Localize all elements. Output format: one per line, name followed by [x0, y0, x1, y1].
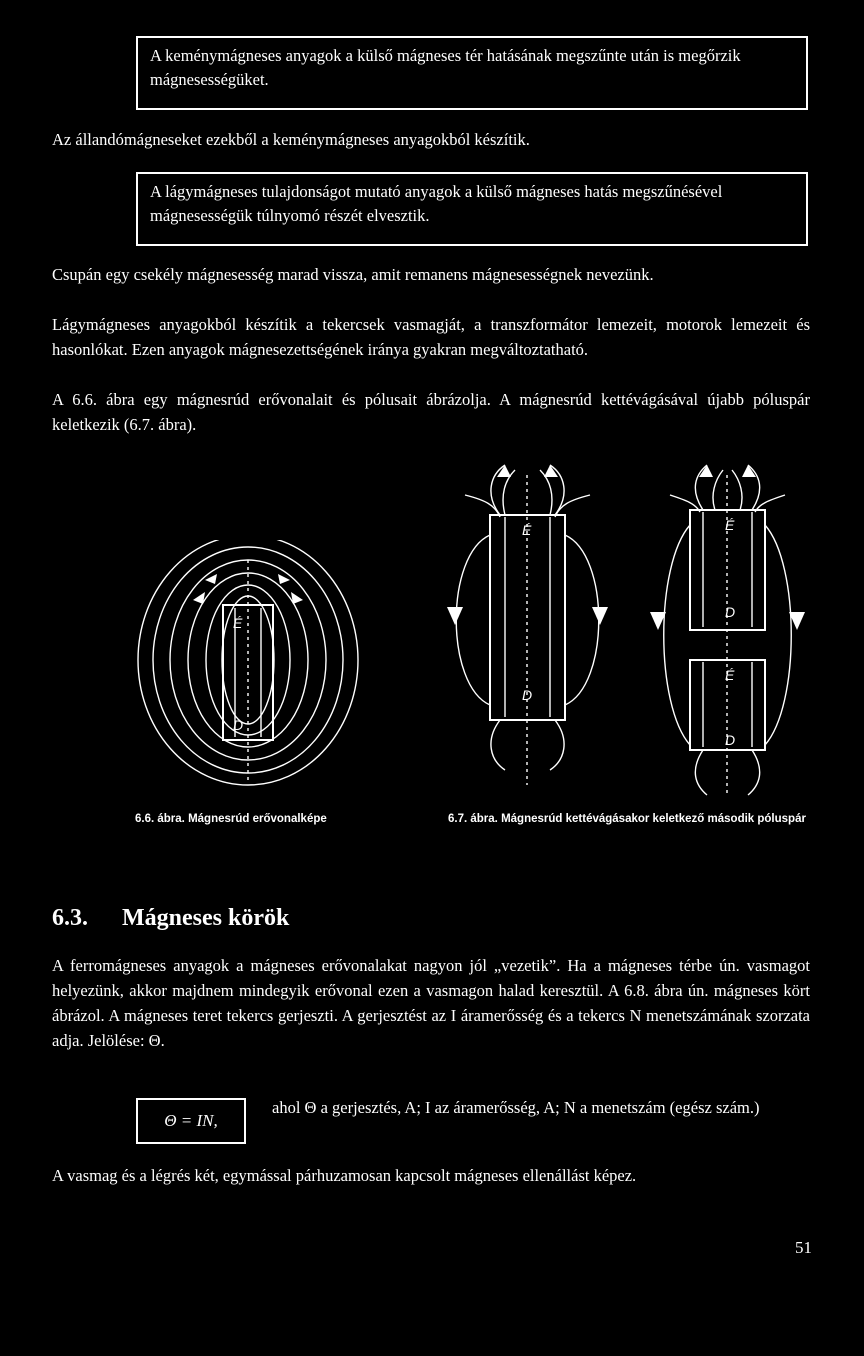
formula-box: Θ = IN,	[136, 1098, 246, 1144]
definition-box-hard-magnetic	[136, 36, 808, 110]
definition-text-soft-magnetic: A lágymágneses tulajdonságot mutató anyagok a külső mágneses hatás megszűnésével mágnesességük túlnyomó részét elvesztik.	[150, 182, 723, 225]
fig67-pole-north-right-top: É	[725, 517, 735, 533]
fig67-pole-north-left: É	[522, 522, 532, 538]
fig66-pole-north: É	[233, 615, 243, 631]
figure-6-7-cut-magnet	[445, 455, 815, 800]
fig66-caption-text: Mágnesrúd erővonalképe	[188, 813, 327, 825]
fig67-pole-south-left: D	[522, 687, 533, 703]
section-heading	[52, 905, 289, 932]
paragraph-soft-magnetic-uses: Lágymágneses anyagokból készítik a tekercsek vasmagját, a transzformátor lemezeit, motorok lemezeit és hasonlókat. Ezen anyagok mágnesezettségének iránya gyakran megváltoztatható.	[52, 315, 810, 359]
paragraph-remanence: Csupán egy csekély mágnesesség marad vissza, amit remanens mágnesességnek nevezünk.	[52, 265, 654, 284]
paragraph-figure-reference: A 6.6. ábra egy mágnesrúd erővonalait és pólusait ábrázolja. A mágnesrúd kettévágásával újabb póluspár keletkezik (6.7. ábra).	[52, 390, 810, 434]
fig67-pole-south-right-bottom: D	[725, 732, 736, 748]
figure-6-6-caption	[135, 810, 395, 828]
fig66-caption-number: 6.6. ábra.	[135, 813, 185, 825]
definition-text-hard-magnetic: A keménymágneses anyagok a külső mágneses tér hatásának megszűnte után is megőrzik mágnesességüket.	[150, 46, 741, 89]
page-number: 51	[795, 1238, 812, 1257]
fig66-pole-south: D	[233, 717, 244, 733]
fig67-pole-south-right-top: D	[725, 604, 736, 620]
paragraph-air-gap: A vasmag és a légrés két, egymással párhuzamosan kapcsolt mágneses ellenállást képez.	[52, 1166, 637, 1185]
section-title: Mágneses körök	[122, 905, 290, 931]
section-number: 6.3.	[52, 905, 88, 931]
paragraph-permanent-magnets: Az állandómágneseket ezekből a keménymágneses anyagokból készítik.	[52, 130, 530, 149]
formula-explanation: ahol Θ a gerjesztés, A; I az áramerősség, A; N a menetszám (egész szám.)	[272, 1098, 760, 1117]
fig67-pole-north-right-bottom: É	[725, 667, 735, 683]
definition-box-soft-magnetic	[136, 172, 808, 246]
fig67-caption-text: Mágnesrúd kettévágásakor keletkező második póluspár	[501, 813, 806, 825]
figure-6-7-caption	[448, 810, 818, 828]
figure-6-6-field-lines	[135, 540, 385, 805]
fig67-caption-number: 6.7. ábra.	[448, 813, 498, 825]
paragraph-magnetic-circuit: A ferromágneses anyagok a mágneses erővonalakat nagyon jól „vezetik”. Ha a mágneses térbe ún. vasmagot helyezünk, akkor majdnem mindegyik erővonal ezen a vasmagon halad keresztül. A 6.8. ábra ún. mágneses kört ábrázol. A mágneses teret tekercs gerjeszti. A gerjesztést az I áramerősség és a tekercs N menetszámának szorzata adja. Jelölése: Θ.	[52, 956, 810, 1050]
